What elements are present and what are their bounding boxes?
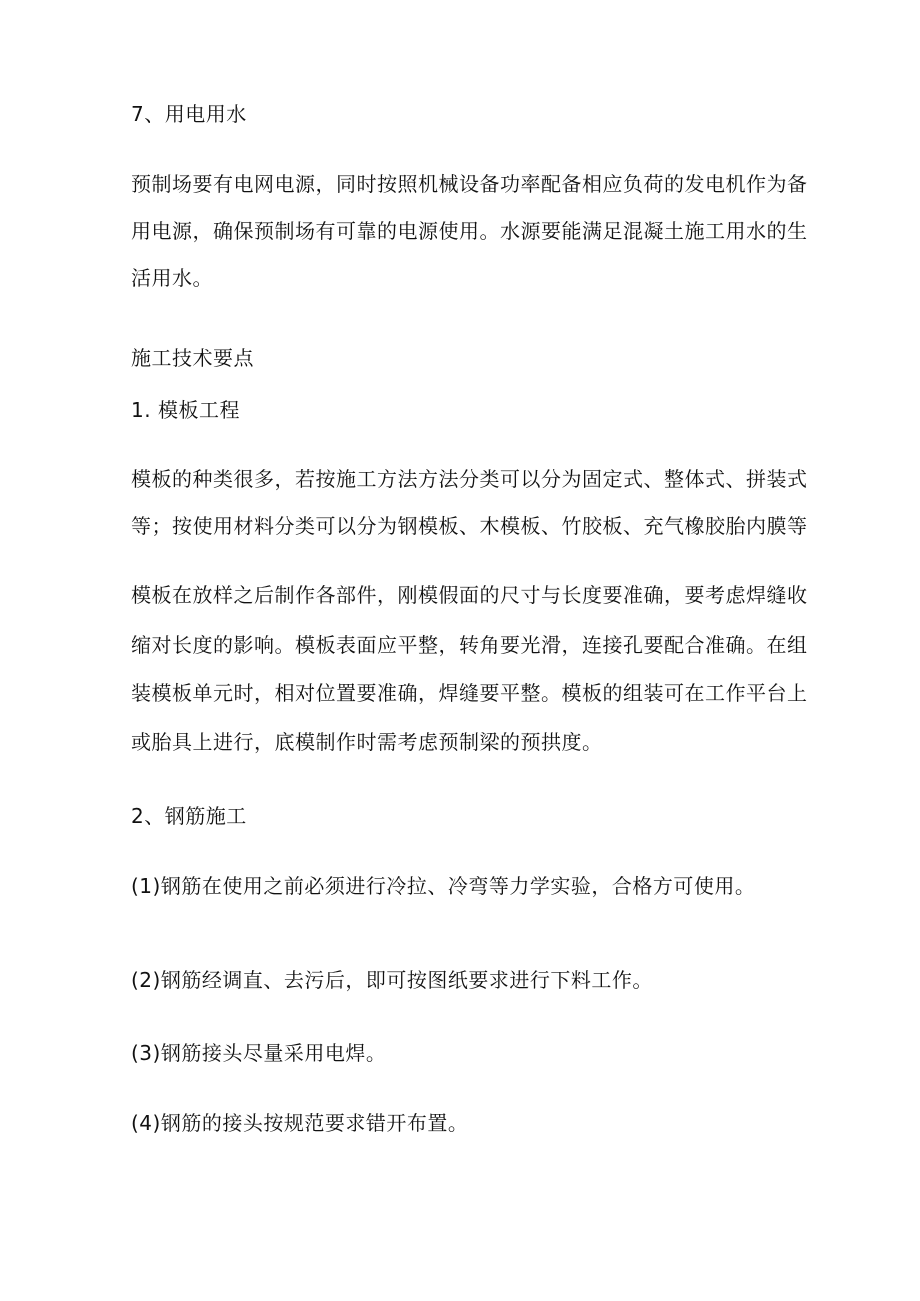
paragraph-line: 或胎具上进行，底模制作时需考虑预制梁的预拱度。 (131, 730, 603, 754)
section-heading-formwork: 1. 模板工程 (131, 398, 240, 422)
paragraph-line: 等；按使用材料分类可以分为钢模板、木模板、竹胶板、充气橡胶胎内膜等 (131, 514, 808, 538)
paragraph-line: 预制场要有电网电源，同时按照机械设备功率配备相应负荷的发电机作为备 (131, 172, 808, 196)
paragraph-line: 用电源，确保预制场有可靠的电源使用。水源要能满足混凝土施工用水的生 (131, 219, 808, 243)
paragraph-line: 装模板单元时，相对位置要准确，焊缝要平整。模板的组装可在工作平台上 (131, 681, 808, 705)
paragraph-line: 缩对长度的影响。模板表面应平整，转角要光滑，连接孔要配合准确。在组 (131, 633, 808, 657)
list-item: (2)钢筋经调直、去污后，即可按图纸要求进行下料工作。 (131, 968, 653, 992)
paragraph-line: 模板的种类很多，若按施工方法方法分类可以分为固定式、整体式、拼装式 (131, 467, 808, 491)
paragraph-line: 活用水。 (131, 266, 213, 290)
paragraph-line: 模板在放样之后制作各部件，刚模假面的尺寸与长度要准确，要考虑焊缝收 (131, 583, 808, 607)
list-item: (4)钢筋的接头按规范要求错开布置。 (131, 1111, 469, 1135)
section-heading-power-water: 7、用电用水 (131, 102, 247, 126)
list-item: (3)钢筋接头尽量采用电焊。 (131, 1041, 387, 1065)
section-heading-tech-points: 施工技术要点 (131, 346, 254, 370)
list-item: (1)钢筋在使用之前必须进行冷拉、冷弯等力学实验，合格方可使用。 (131, 874, 756, 898)
section-heading-rebar: 2、钢筋施工 (131, 804, 247, 828)
